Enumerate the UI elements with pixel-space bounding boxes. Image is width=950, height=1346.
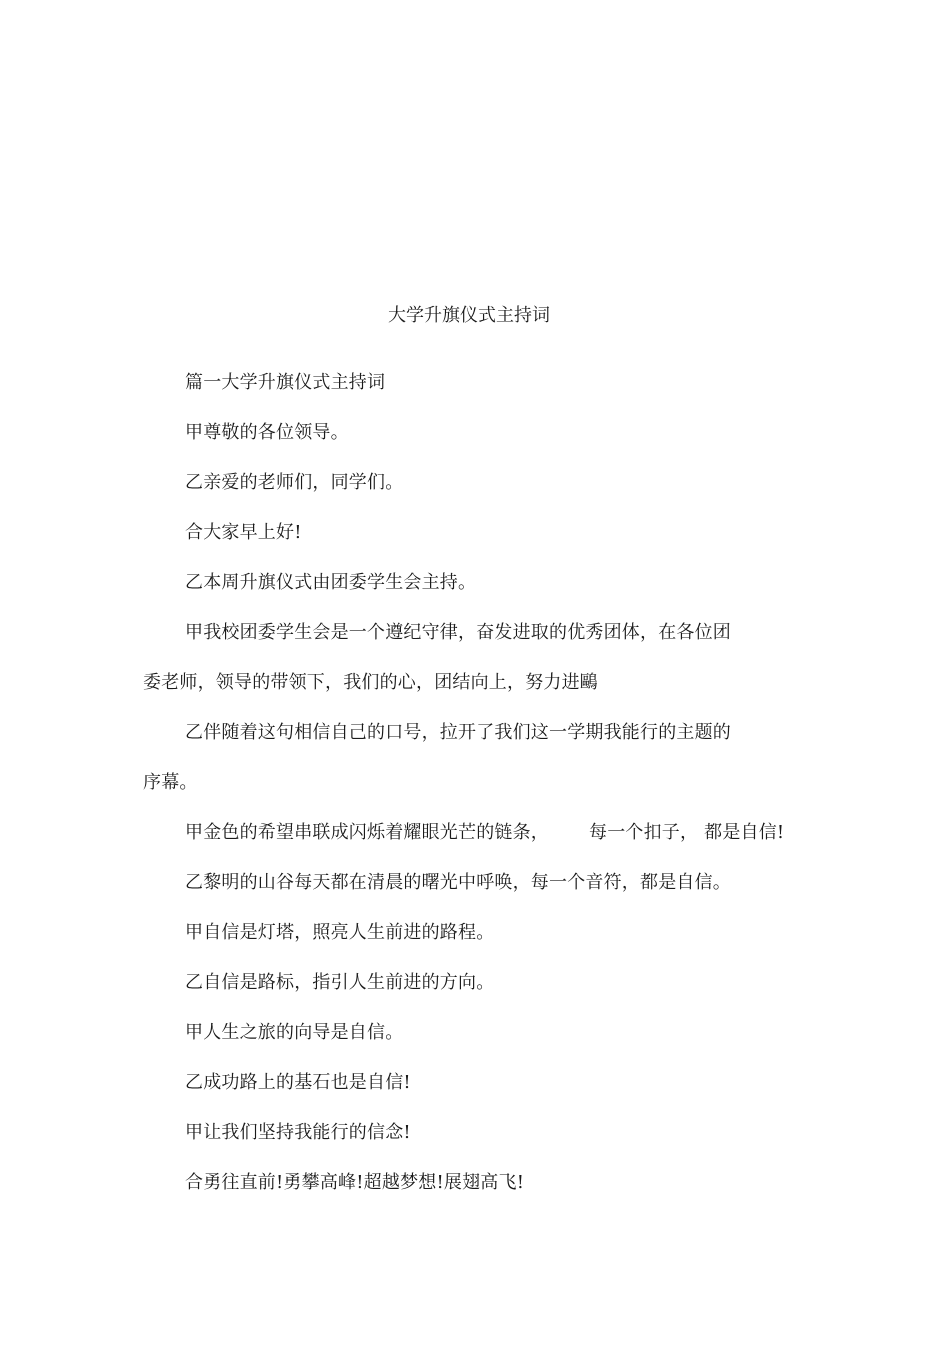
paragraph-line: 甲人生之旅的向导是自信。 [185, 1022, 404, 1043]
paragraph-line: 甲自信是灯塔，照亮人生前进的路程。 [185, 922, 495, 943]
document-title: 大学升旗仪式主持词 [388, 305, 550, 326]
paragraph-line: 合勇往直前!勇攀高峰!超越梦想!展翅高飞! [185, 1172, 525, 1193]
paragraph-segment: 每一个扣子， 都是自信! [589, 822, 785, 843]
paragraph-line: 合大家早上好! [185, 522, 302, 543]
paragraph-heading: 篇一大学升旗仪式主持词 [185, 372, 386, 393]
paragraph-line [185, 820, 784, 846]
paragraph-line: 乙伴随着这句相信自己的口号，拉开了我们这一学期我能行的主题的 [185, 722, 731, 743]
paragraph-line: 乙亲爱的老师们，同学们。 [185, 472, 404, 493]
paragraph-line-continuation: 序幕。 [143, 772, 198, 793]
paragraph-line: 乙本周升旗仪式由团委学生会主持。 [185, 572, 477, 593]
paragraph-line: 甲我校团委学生会是一个遵纪守律，奋发进取的优秀团体，在各位团 [185, 622, 731, 643]
paragraph-line: 乙成功路上的基石也是自信! [185, 1072, 411, 1093]
paragraph-line: 乙黎明的山谷每天都在清晨的曙光中呼唤，每一个音符，都是自信。 [185, 872, 731, 893]
paragraph-line: 乙自信是路标，指引人生前进的方向。 [185, 972, 495, 993]
paragraph-line-continuation: 委老师，领导的带领下，我们的心，团结向上，努力进鷗 [143, 672, 598, 693]
paragraph-line: 甲尊敬的各位领导。 [185, 422, 349, 443]
paragraph-line: 甲让我们坚持我能行的信念! [185, 1122, 411, 1143]
paragraph-segment: 甲金色的希望串联成闪烁着耀眼光芒的链条， [185, 822, 549, 843]
